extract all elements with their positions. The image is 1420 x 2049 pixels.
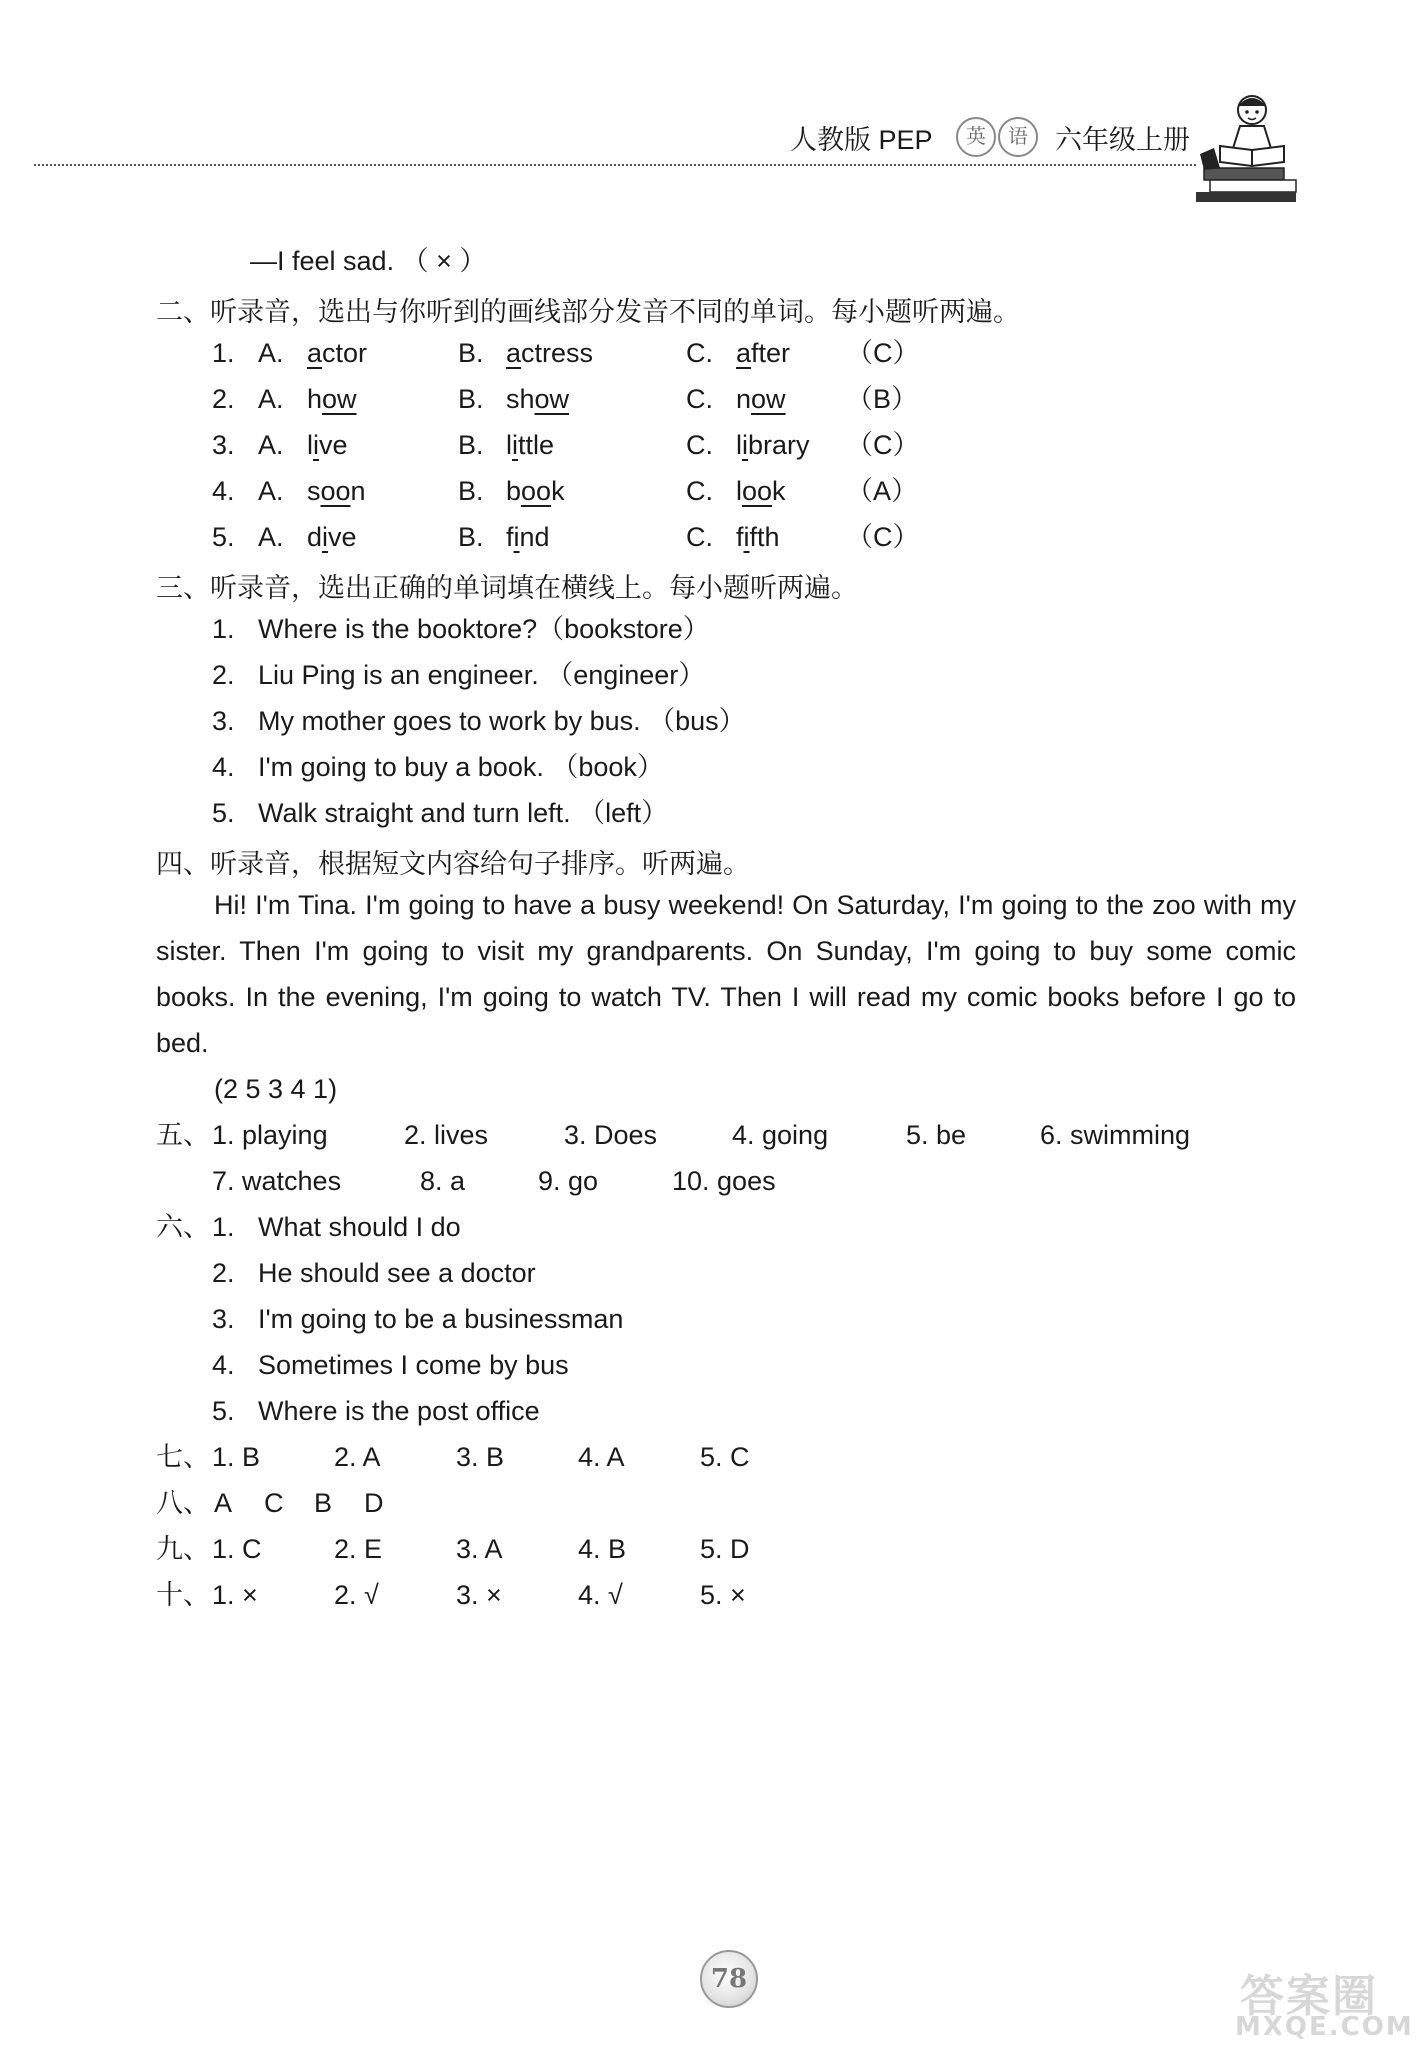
intro-line: —I feel sad. （ × ） bbox=[250, 246, 487, 276]
option-word: show bbox=[506, 384, 570, 414]
section-6-item-number: 1. bbox=[212, 1212, 235, 1242]
option-letter: C. bbox=[686, 384, 713, 414]
answer: （C） bbox=[846, 430, 920, 460]
section-3-item-number: 2. bbox=[212, 660, 235, 690]
answer-item: 5. C bbox=[700, 1442, 750, 1472]
answer-item: 1. C bbox=[212, 1534, 262, 1564]
answer: （B） bbox=[846, 384, 919, 414]
section-6-item-number: 3. bbox=[212, 1304, 235, 1334]
section-2-title: 二、听录音，选出与你听到的画线部分发音不同的单词。每小题听两遍。 bbox=[156, 297, 1020, 327]
section-10-label: 十、 bbox=[156, 1580, 210, 1610]
option-letter: B. bbox=[458, 384, 484, 414]
option-word: find bbox=[506, 522, 550, 552]
answer-item: 2. E bbox=[334, 1534, 383, 1564]
section-6-item-number: 2. bbox=[212, 1258, 235, 1288]
section-6-label: 六、 bbox=[156, 1212, 210, 1242]
option-letter: C. bbox=[686, 430, 713, 460]
answer-item: 1. × bbox=[212, 1580, 258, 1610]
answer-item: B bbox=[314, 1488, 333, 1518]
option-word: live bbox=[307, 430, 348, 460]
section-5-label: 五、 bbox=[156, 1120, 210, 1150]
section-3-item-number: 4. bbox=[212, 752, 235, 782]
page-number: 78 bbox=[700, 1950, 758, 2008]
section-4-answer: (2 5 3 4 1) bbox=[214, 1074, 338, 1104]
section-3-item-text: Walk straight and turn left. （left） bbox=[258, 798, 669, 828]
answer-item: 4. going bbox=[732, 1120, 829, 1150]
option-letter: B. bbox=[458, 476, 484, 506]
option-word: dive bbox=[307, 522, 357, 552]
answer-item: 2. A bbox=[334, 1442, 381, 1472]
watermark-url: MXQE.COM bbox=[1235, 2012, 1414, 2042]
option-letter: A. bbox=[258, 338, 284, 368]
option-letter: A. bbox=[258, 476, 284, 506]
option-word: how bbox=[307, 384, 357, 414]
answer-item: 7. watches bbox=[212, 1166, 342, 1196]
section-3-item-number: 3. bbox=[212, 706, 235, 736]
answer-item: 6. swimming bbox=[1040, 1120, 1191, 1150]
answer-item: 2. √ bbox=[334, 1580, 379, 1610]
row-number: 5. bbox=[212, 522, 235, 552]
watermark-logo: 答案圈 bbox=[1240, 1971, 1378, 2022]
row-number: 4. bbox=[212, 476, 235, 506]
section-6-item-number: 4. bbox=[212, 1350, 235, 1380]
section-6-item-text: I'm going to be a businessman bbox=[258, 1304, 624, 1334]
section-6-item-text: Sometimes I come by bus bbox=[258, 1350, 569, 1380]
option-word: now bbox=[736, 384, 786, 414]
header-divider bbox=[34, 164, 1196, 166]
section-7-label: 七、 bbox=[156, 1442, 210, 1472]
option-word: library bbox=[736, 430, 810, 460]
answer-item: 2. lives bbox=[404, 1120, 489, 1150]
option-word: fifth bbox=[736, 522, 780, 552]
header-edition: 人教版 PEP bbox=[790, 125, 933, 155]
option-word: actor bbox=[307, 338, 368, 368]
section-6-item-text: He should see a doctor bbox=[258, 1258, 536, 1288]
section-3-item-number: 5. bbox=[212, 798, 235, 828]
answer-item: 5. × bbox=[700, 1580, 746, 1610]
option-word: look bbox=[736, 476, 786, 506]
header-grade: 六年级上册 bbox=[1055, 125, 1190, 155]
row-number: 1. bbox=[212, 338, 235, 368]
answer: （C） bbox=[846, 338, 920, 368]
option-word: soon bbox=[307, 476, 366, 506]
option-letter: C. bbox=[686, 338, 713, 368]
answer-item: 3. × bbox=[456, 1580, 502, 1610]
row-number: 3. bbox=[212, 430, 235, 460]
subject-seal-icon: 英 bbox=[956, 117, 996, 157]
answer-item: 5. D bbox=[700, 1534, 750, 1564]
section-9-label: 九、 bbox=[156, 1534, 210, 1564]
answer-item: 4. B bbox=[578, 1534, 627, 1564]
answer-item: 1. playing bbox=[212, 1120, 328, 1150]
answer-item: C bbox=[264, 1488, 284, 1518]
answer-item: 5. be bbox=[906, 1120, 967, 1150]
section-4-title: 四、听录音，根据短文内容给句子排序。听两遍。 bbox=[156, 849, 750, 879]
subject-seal-icon: 语 bbox=[998, 117, 1038, 157]
answer: （C） bbox=[846, 522, 920, 552]
option-letter: C. bbox=[686, 522, 713, 552]
section-3-item-text: I'm going to buy a book. （book） bbox=[258, 752, 664, 782]
option-letter: B. bbox=[458, 522, 484, 552]
option-letter: B. bbox=[458, 430, 484, 460]
answer-item: 1. B bbox=[212, 1442, 261, 1472]
section-3-item-number: 1. bbox=[212, 614, 235, 644]
answer: （A） bbox=[846, 476, 919, 506]
section-4-passage: Hi! I'm Tina. I'm going to have a busy weekend! On Saturday, I'm going to the zoo with my sister. Then I'm going to visit my grandparents. On Sunday, I'm going to buy some comic books. In the evening, I'm going to watch TV. Then I will read my comic books before I go to bed. bbox=[156, 890, 1296, 1058]
option-letter: B. bbox=[458, 338, 484, 368]
answer-item: 8. a bbox=[420, 1166, 466, 1196]
answer-item: 4. √ bbox=[578, 1580, 623, 1610]
option-letter: A. bbox=[258, 384, 284, 414]
answer-item: 9. go bbox=[538, 1166, 599, 1196]
section-8-label: 八、 bbox=[156, 1488, 210, 1518]
answer-item: 3. B bbox=[456, 1442, 505, 1472]
answer-item: 10. goes bbox=[672, 1166, 776, 1196]
section-6-item-number: 5. bbox=[212, 1396, 235, 1426]
option-word: after bbox=[736, 338, 791, 368]
section-3-item-text: Liu Ping is an engineer. （engineer） bbox=[258, 660, 706, 690]
section-6-item-text: Where is the post office bbox=[258, 1396, 540, 1426]
answer-item: 3. Does bbox=[564, 1120, 658, 1150]
row-number: 2. bbox=[212, 384, 235, 414]
option-word: actress bbox=[506, 338, 594, 368]
section-6-item-text: What should I do bbox=[258, 1212, 461, 1242]
reading-kid-icon bbox=[1190, 88, 1302, 208]
section-3-item-text: Where is the booktore?（bookstore） bbox=[258, 614, 710, 644]
option-letter: C. bbox=[686, 476, 713, 506]
option-word: book bbox=[506, 476, 565, 506]
section-3-item-text: My mother goes to work by bus. （bus） bbox=[258, 706, 746, 736]
section-3-title: 三、听录音，选出正确的单词填在横线上。每小题听两遍。 bbox=[156, 573, 858, 603]
answer-item: D bbox=[364, 1488, 384, 1518]
option-word: little bbox=[506, 430, 555, 460]
answer-item: 3. A bbox=[456, 1534, 503, 1564]
answer-item: 4. A bbox=[578, 1442, 625, 1472]
option-letter: A. bbox=[258, 430, 284, 460]
option-letter: A. bbox=[258, 522, 284, 552]
answer-item: A bbox=[214, 1488, 233, 1518]
